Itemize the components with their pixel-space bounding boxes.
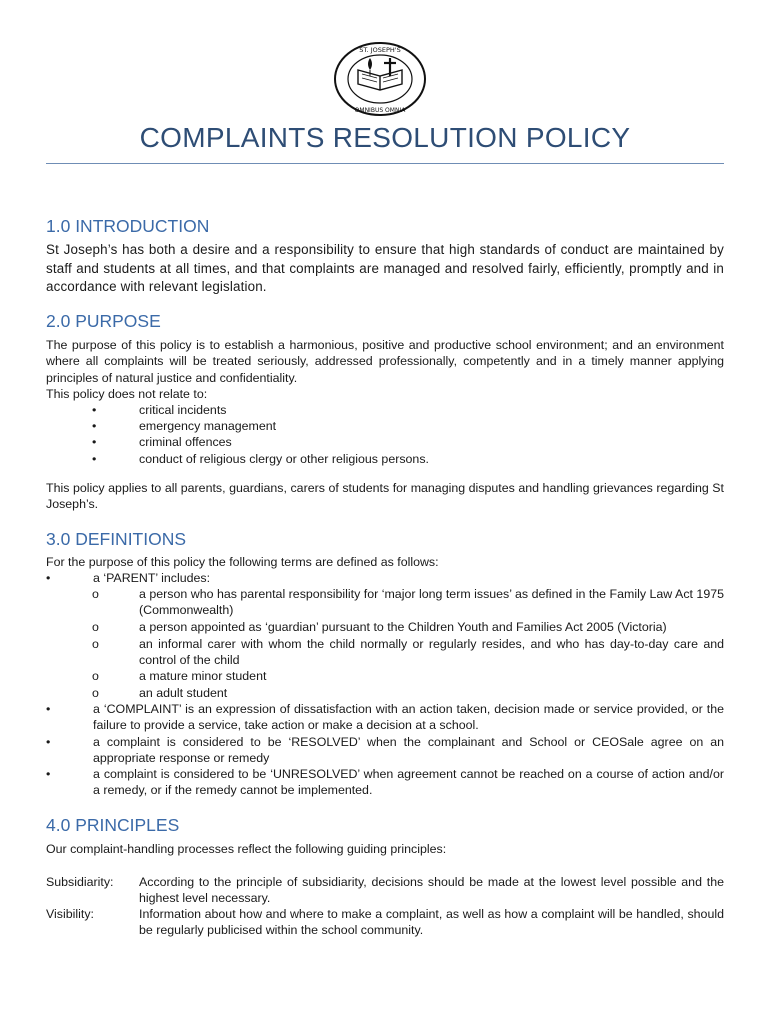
principles-intro: Our complaint-handling processes reflect the following guiding principles: <box>46 842 447 856</box>
definition-unresolved-text: a complaint is considered to be ‘UNRESOLVED’ when agreement cannot be reached on a course of action and/or a remedy, or if the remedy cannot be implemented. <box>93 767 724 798</box>
introduction-paragraph: St Joseph’s has both a desire and a responsibility to ensure that high standards of conduct are maintained by staff and students at all times, and that complaints are managed and resolved fairly, efficiently, promptly and in accordance with relevant legislation. <box>46 242 724 294</box>
exclusion-text: critical incidents <box>139 403 227 417</box>
section-heading-introduction: 1.0 INTRODUCTION <box>46 216 210 236</box>
svg-text:OMNIBUS OMNIA: OMNIBUS OMNIA <box>354 107 406 114</box>
exclusion-text: conduct of religious clergy or other religious persons. <box>139 452 429 466</box>
sub-bullet-icon: o <box>92 620 99 634</box>
bullet-icon: • <box>46 767 51 781</box>
definition-parent-label: a ‘PARENT’ includes: <box>93 571 211 585</box>
bullet-icon: • <box>92 435 97 449</box>
sub-bullet-icon: o <box>92 686 99 700</box>
principle-text: According to the principle of subsidiarity, decisions should be made at the lowest level possible and the highest level necessary. <box>139 875 724 906</box>
parent-sub-text: an informal carer with whom the child normally or regularly resides, and who has day-to-day care and control of the child <box>139 637 724 668</box>
bullet-icon: • <box>92 403 97 417</box>
section-heading-purpose: 2.0 PURPOSE <box>46 311 161 331</box>
parent-sub-text: a person appointed as ‘guardian’ pursuant to the Children Youth and Families Act 2005 (Victoria) <box>139 620 667 634</box>
purpose-applies-paragraph: This policy applies to all parents, guardians, carers of students for managing disputes and handling grievances regarding St Joseph’s. <box>46 481 724 512</box>
purpose-not-relate: This policy does not relate to: <box>46 387 208 401</box>
parent-sub-text: an adult student <box>139 686 228 700</box>
sub-bullet-icon: o <box>92 637 99 651</box>
bullet-icon: • <box>46 571 51 585</box>
bullet-icon: • <box>46 702 51 716</box>
exclusion-text: criminal offences <box>139 435 232 449</box>
bullet-icon: • <box>92 419 97 433</box>
svg-text:ST. JOSEPH'S: ST. JOSEPH'S <box>359 46 401 54</box>
title-divider <box>46 163 724 164</box>
sub-bullet-icon: o <box>92 587 99 601</box>
sub-bullet-icon: o <box>92 669 99 683</box>
section-heading-definitions: 3.0 DEFINITIONS <box>46 529 187 549</box>
parent-sub-text: a person who has parental responsibility for ‘major long term issues’ as defined in the Family Law Act 1975 (Commonwealth) <box>139 587 724 618</box>
page-title: COMPLAINTS RESOLUTION POLICY <box>139 122 631 153</box>
definition-complaint-text: a ‘COMPLAINT’ is an expression of dissatisfaction with an action taken, decision made or service provided, or the failure to provide a service, take action or make a decision at a school. <box>93 702 724 733</box>
bullet-icon: • <box>92 452 97 466</box>
principle-term: Visibility: <box>46 907 94 921</box>
principle-term: Subsidiarity: <box>46 875 114 889</box>
purpose-paragraph: The purpose of this policy is to establish a harmonious, positive and productive school environment; and an environment where all complaints will be treated seriously, addressed professionally, competently and in a timely manner applying principles of natural justice and confidentiality. <box>46 338 724 385</box>
definitions-intro: For the purpose of this policy the following terms are defined as follows: <box>46 555 439 569</box>
parent-sub-text: a mature minor student <box>139 669 267 683</box>
definition-resolved-text: a complaint is considered to be ‘RESOLVED’ when the complainant and School or CEOSale agree on an appropriate response or remedy <box>93 735 724 766</box>
section-heading-principles: 4.0 PRINCIPLES <box>46 815 180 835</box>
exclusion-text: emergency management <box>139 419 277 433</box>
school-crest-logo <box>332 40 428 118</box>
bullet-icon: • <box>46 735 51 749</box>
principle-text: Information about how and where to make a complaint, as well as how a complaint will be handled, should be regularly publicised within the school community. <box>139 907 724 938</box>
